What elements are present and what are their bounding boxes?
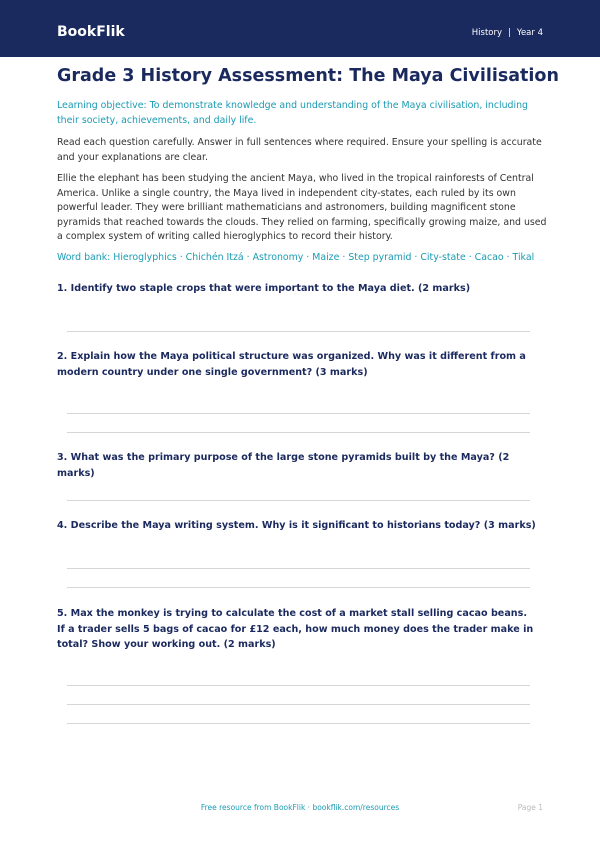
answer-line[interactable] [67,331,530,332]
answer-line[interactable] [67,723,530,724]
footer-text: Free resource from BookFlik · bookflik.com/resources [200,803,400,812]
question-1: 1. Identify two staple crops that were important to the Maya diet. (2 marks) [57,283,471,294]
word-bank: Word bank: Hieroglyphics · Chichén Itzá · Astronomy · Maize · Step pyramid · City-state · Cacao · Tikal [57,252,535,263]
question-2: 2. Explain how the Maya political structure was organized. Why was it different from a modern country under one single government? (3 marks) [57,351,526,378]
header-separator: | [508,28,511,38]
page-number: Page 1 [517,803,543,812]
question-3: 3. What was the primary purpose of the large stone pyramids built by the Maya? (2 marks) [57,452,510,479]
answer-line[interactable] [67,500,530,501]
page-header [0,0,600,57]
page-title: Grade 3 History Assessment: The Maya Civilisation [57,66,559,86]
answer-line[interactable] [67,568,530,569]
answer-line[interactable] [67,704,530,705]
subject-label: History [471,28,503,38]
brand-logo: BookFlik [57,24,125,40]
instructions: Read each question carefully. Answer in full sentences where required. Ensure your spelling is accurate and your explanations are clear. [57,137,542,163]
story-paragraph: Ellie the elephant has been studying the ancient Maya, who lived in the tropical rainforests of Central America. Unlike a single country, the Maya lived in independent city-states, each ruled by its own powerful leader. They were brilliant mathematicians and astronomers, building magnificent stone pyramids that reached towards the clouds. They relied on farming, specifically growing maize, and used a complex system of writing called hieroglyphics to record their history. [57,173,547,242]
question-4: 4. Describe the Maya writing system. Why is it significant to historians today? (3 marks) [57,520,536,531]
header-meta [472,27,543,39]
answer-line[interactable] [67,413,530,414]
answer-line[interactable] [67,685,530,686]
year-label: Year 4 [516,28,543,38]
answer-line[interactable] [67,587,530,588]
learning-objective: Learning objective: To demonstrate knowledge and understanding of the Maya civilisation, including their society, achievements, and daily life. [57,100,528,126]
answer-line[interactable] [67,432,530,433]
question-5: 5. Max the monkey is trying to calculate the cost of a market stall selling cacao beans. If a trader sells 5 bags of cacao for £12 each, how much money does the trader make in total? Show your working out. (2 marks) [57,608,534,650]
